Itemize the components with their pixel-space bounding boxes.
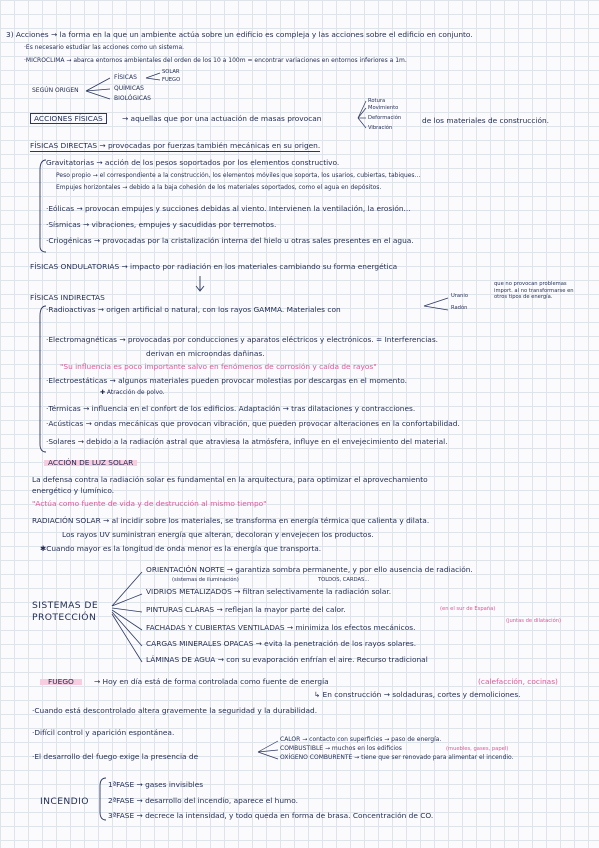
luz-solar-p1: La defensa contra la radiación solar es fundamental en la arquitectura, para optimizar el aprovechamiento — [32, 475, 428, 484]
radiacion-solar: RADIACIÓN SOLAR → al incidir sobre los materiales, se transforma en energía térmica que calienta y dilata. — [32, 516, 430, 525]
combustible: COMBUSTIBLE → muchos en los edificios — [280, 745, 402, 752]
proteccion-label-1: SISTEMAS DE — [32, 600, 99, 611]
orientacion-norte: ORIENTACIÓN NORTE → garantiza sombra permanente, y por ello ausencia de radiación. — [146, 565, 473, 574]
proteccion-label-2: PROTECCIÓN — [32, 612, 97, 623]
pinturas-claras: PINTURAS CLARAS → reflejan la mayor parte del calor. — [146, 605, 346, 614]
origen-solar: SOLAR — [162, 69, 180, 75]
electro-note: "Su influencia es poco importante salvo en fenómenos de corrosión y caída de rayos" — [60, 362, 377, 371]
gravitatorias: Gravitatorias → acción de los pesos soportados por los elementos constructivo. — [46, 158, 340, 167]
note-toldos: TOLDOS, CARDAS... — [318, 577, 370, 583]
header-line-2: ·Es necesario estudiar las acciones como un sistema. — [24, 44, 185, 51]
electroestaticas: ·Electroestáticas → algunos materiales pueden provocar molestias por descargas en el momento. — [46, 376, 407, 385]
origen-biologicas: BIOLÓGICAS — [114, 95, 151, 102]
longitud-onda: ✱Cuando mayor es la longitud de onda menor es la energía que transporta. — [40, 544, 322, 553]
uranio: Uranio — [451, 293, 469, 299]
fachadas-ventiladas: FACHADAS Y CUBIERTAS VENTILADAS → minimiza los efectos mecánicos. — [146, 623, 416, 632]
luz-solar-quote: "Actúa como fuente de vida y de destrucción al mismo tiempo" — [32, 499, 267, 508]
fuego-title: FUEGO — [40, 677, 82, 687]
fuego-line-3: ·Cuando está descontrolado altera gravemente la seguridad y la durabilidad. — [32, 706, 318, 715]
ondulatorias-title: FÍSICAS ONDULATORIAS → impacto por radiación en los materiales cambiando su forma energética — [30, 262, 398, 271]
microondas: derivan en microondas dañinas. — [146, 349, 265, 358]
luz-solar-p2: energético y lumínico. — [32, 486, 115, 495]
criogenicas: ·Criogénicas → provocadas por la cristalización interna del hielo u otras sales presentes en el agua. — [46, 236, 414, 245]
fase-3: 3ªFASE → decrece la intensidad, y todo queda en forma de brasa. Concentración de CO. — [108, 811, 434, 820]
radon: Radón — [451, 305, 468, 311]
origen-fuego: FUEGO — [162, 77, 181, 83]
fuego-line-1-note: (calefacción, cocinas) — [478, 677, 558, 686]
note-espana: (en el sur de España) — [440, 606, 496, 612]
fisicas-directas-title: FÍSICAS DIRECTAS → provocadas por fuerzas también mecánicas en su origen. — [30, 141, 321, 150]
radioactivas: ·Radioactivas → origen artificial o natural, con los rayos GAMMA. Materiales con — [46, 305, 341, 314]
oxigeno: OXÍGENO COMBURENTE → tiene que ser renovado para alimentar el incendio. — [280, 754, 514, 761]
calor: CALOR → contacto con superficies → paso de energía. — [280, 736, 442, 743]
origen-label: SEGÚN ORIGEN — [32, 87, 79, 94]
fase-1: 1ªFASE → gases invisibles — [108, 780, 204, 789]
cargas-minerales: CARGAS MINERALES OPACAS → evita la penetración de los rayos solares. — [146, 639, 417, 648]
accion-rotura: Rotura — [368, 98, 386, 104]
acciones-fisicas-tail: de los materiales de construcción. — [422, 116, 550, 125]
accion-vibracion: Vibración — [368, 125, 393, 131]
fuego-line-4: ·Difícil control y aparición espontánea. — [32, 728, 175, 737]
accion-deformacion: Deformación — [368, 115, 402, 121]
rayos-uv: Los rayos UV suministran energía que alteran, decoloran y envejecen los productos. — [62, 530, 374, 539]
indirectas-title: FÍSICAS INDIRECTAS — [30, 293, 105, 302]
peso-propio: Peso propio → el correspondiente a la construcción, los elementos móviles que soporta, los usarios, cubiertas, tabiques... — [56, 172, 421, 179]
empujes-horizontales: Empujes horizontales → debido a la baja cohesión de los materiales soportados, como el agua en depósitos. — [56, 184, 382, 191]
header-line-3: ·MICROCLIMA → abarca entornos ambientales del orden de los 10 a 100m = encontrar variaciones en entornos inferiores a 1m. — [24, 57, 407, 64]
fuego-line-2: ↳ En construcción → soldaduras, cortes y demoliciones. — [314, 690, 521, 699]
acciones-fisicas-text: → aquellas que por una actuación de masas provocan — [122, 114, 322, 123]
electromagneticas: ·Electromagnéticas → provocadas por conducciones y aparatos eléctricos y electrónicos. = Interferencias. — [46, 335, 439, 344]
luz-solar-title: ACCIÓN DE LUZ SOLAR — [44, 458, 137, 468]
acusticas: ·Acústicas → ondas mecánicas que provocan vibración, que pueden provocar alteraciones en la confortabilidad. — [46, 419, 460, 428]
termicas: ·Térmicas → influencia en el confort de los edificios. Adaptación → tras dilataciones y contracciones. — [46, 404, 416, 413]
origen-quimicas: QUÍMICAS — [114, 85, 144, 92]
sismicas: ·Sísmicas → vibraciones, empujes y sacudidas por terremotos. — [46, 220, 277, 229]
vidrios-metalizados: VIDRIOS METALIZADOS → filtran selectivamente la radiación solar. — [146, 587, 392, 596]
header-line-1: 3) Acciones → la forma en la que un ambiente actúa sobre un edificio es compleja y las acciones sobre el edificio en conjunto. — [6, 30, 473, 39]
laminas-agua: LÁMINAS DE AGUA → con su evaporación enfrían el aire. Recurso tradicional — [146, 655, 428, 664]
accion-movimiento: Movimiento — [368, 105, 399, 111]
acciones-fisicas-label: ACCIONES FÍSICAS — [30, 114, 107, 124]
note-juntas: (juntas de dilatación) — [506, 618, 562, 624]
atraccion-polvo: ✚ Atracción de polvo. — [100, 389, 165, 396]
incendio-label: INCENDIO — [40, 796, 89, 807]
solares: ·Solares → debido a la radiación astral que atraviesa la atmósfera, influye en el envejecimiento del material. — [46, 437, 448, 446]
fase-2: 2ªFASE → desarrollo del incendio, aparece el humo. — [108, 796, 298, 805]
eolicas: ·Eólicas → provocan empujes y succiones debidas al viento. Intervienen la ventilación, la erosión... — [46, 204, 411, 213]
origen-fisicas: FÍSICAS — [114, 74, 137, 81]
fuego-line-1: → Hoy en día está de forma controlada como fuente de energía — [94, 677, 329, 686]
note-iluminacion: (sistemas de iluminación) — [172, 577, 239, 583]
fuego-line-5: ·El desarrollo del fuego exige la presencia de — [32, 752, 199, 761]
radio-note: que no provocan problemas import. al no transformarse en otros tipos de energía. — [494, 281, 574, 300]
combustible-note: (muebles, gases, papel) — [446, 746, 509, 752]
